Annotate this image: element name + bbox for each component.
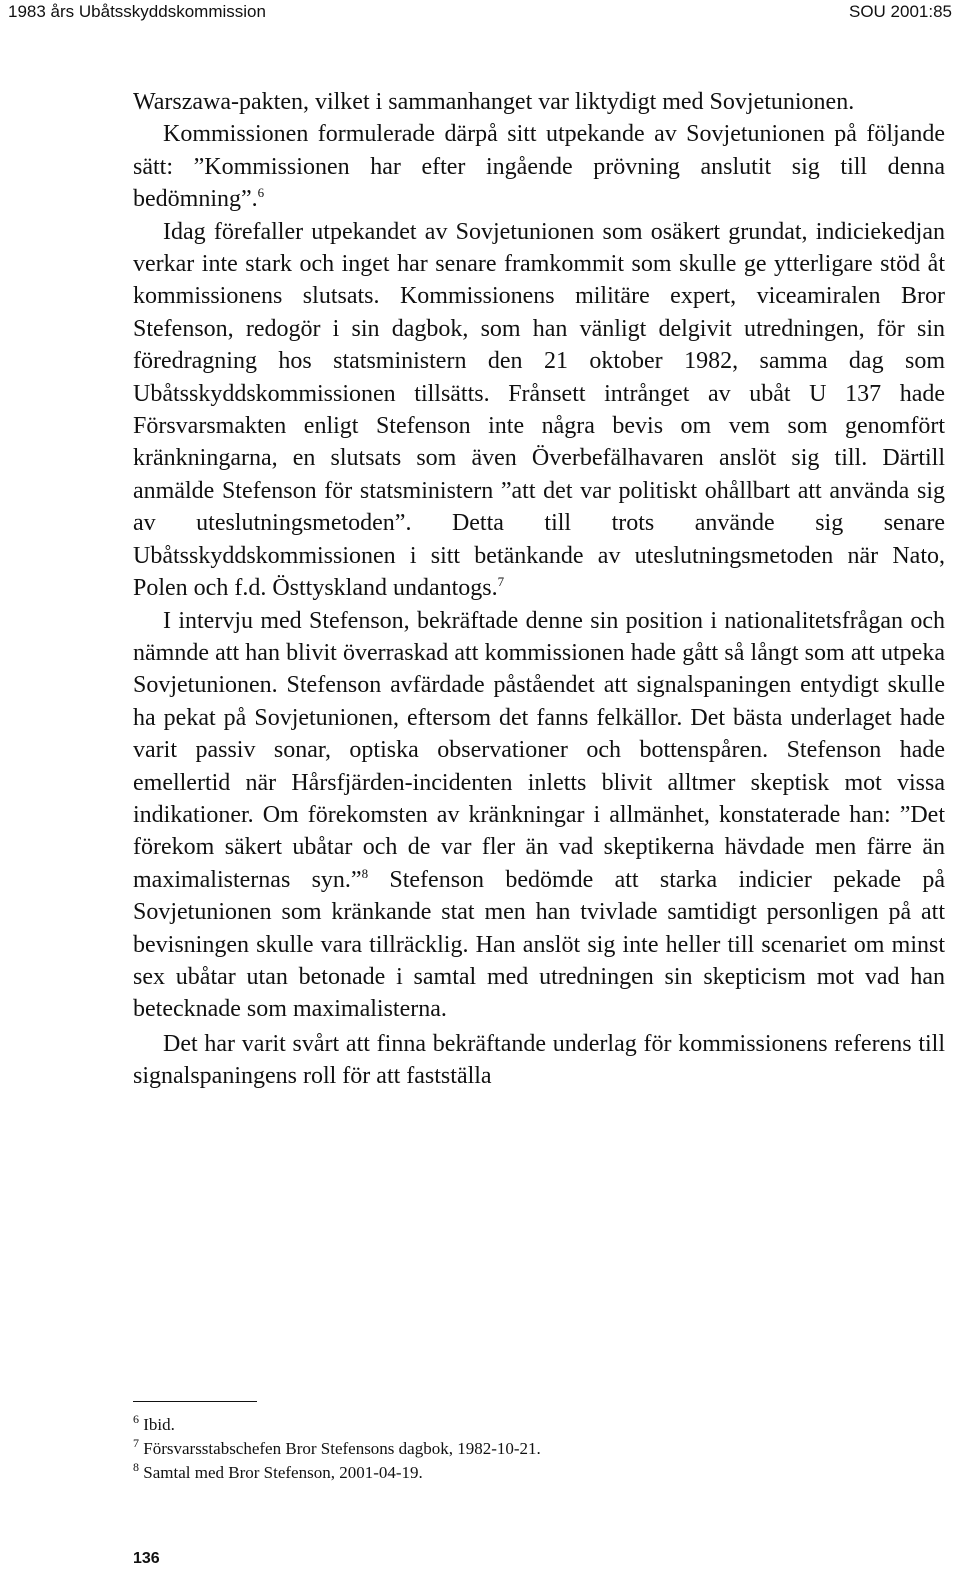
header-report-number: SOU 2001:85 [848,2,952,21]
paragraph-3 [133,216,945,605]
paragraph-5 [133,1028,945,1093]
paragraph-2 [133,118,945,215]
footnote-divider [133,1401,257,1402]
paragraph-4-text-a: I intervju med Stefenson, bekräftade denne sin position i nationalitetsfrågan och nämnde att han blivit överraskad att kommissionen hade gått så långt som att utpeka Sovjetunionen. Stefenson avfärdade påståendet att signalspaningen entydigt skulle ha pekat på Sovjetunionen, eftersom det fanns felkällor. Det bästa underlaget hade varit passiv sonar, optiska observationer och bottenspåren. Stefenson hade emellertid när Hårsfjärden-incidenten inletts blivit alltmer skeptisk mot vissa indikationer. Om förekomsten av kränkningar i allmänhet, konstaterade han: ”Det förekom säkert ubåtar och de var fler än vad skeptikerna hävdade men färre än maximalisternas syn.” [133,607,945,893]
paragraph-5-text: Det har varit svårt att finna bekräftande underlag för kommissionens referens till signalspaningens roll för att fastställa [133,1030,945,1090]
paragraph-3-text: Idag förefaller utpekandet av Sovjetunionen som osäkert grundat, indiciekedjan verkar inte stark och inget har senare framkommit som skulle ge ytterligare stöd åt kommissionens slutsats. Kommissionens militäre expert, viceamiralen Bror Stefenson, redogör i sin dagbok, som han vänligt delgivit utredningen, för sin föredragning hos statsministern den 21 oktober 1982, samma dag som Ubåtsskyddskommissionen tillsätts. Frånsett intrånget av ubåt U 137 hade Försvarsmakten enligt Stefenson inte några bevis om vem som genomfört kränkningarna, en slutsats som även Överbefälhavaren anslöt sig till. Därtill anmälde Stefenson för statsministern ”att det var politiskt ohållbart att använda sig av uteslutningsmetoden”. Detta till trots använde sig senare Ubåtsskyddskommissionen i sitt betänkande av uteslutningsmetoden när Nato, Polen och f.d. Östtyskland undantogs. [133,218,945,602]
footnote-8 [133,1461,933,1485]
footnote-ref-7[interactable]: 7 [497,574,505,590]
footnote-6 [133,1413,933,1437]
footnote-number: 7 [133,1436,139,1450]
running-header [8,0,952,28]
paragraph-2-text: Kommissionen formulerade därpå sitt utpekande av Sovjetunionen på följande sätt: ”Kommissionen har efter ingående prövning anslutit sig till denna bedömning”. [133,121,945,213]
header-title: 1983 års Ubåtsskyddskommission [8,2,266,21]
footnote-7 [133,1437,933,1461]
footnote-ref-8[interactable]: 8 [361,865,369,881]
footnote-text: Ibid. [143,1415,175,1434]
paragraph-1 [133,86,945,118]
footnotes [133,1413,933,1485]
paragraph-4-text-b: Stefenson bedömde att starka indicier pekade på Sovjetunionen som kränkande stat men han tvivlade samtidigt personligen på att bevisningen skulle vara tillräcklig. Han anslöt sig inte heller till scenariet om minst sex ubåtar utan betonade i samtal med utredningen sin skepticism mot vad han betecknade som maximalisterna. [133,866,946,1023]
paragraph-4 [133,605,945,1026]
footnote-number: 8 [133,1460,139,1474]
footnote-text: Försvarsstabschefen Bror Stefensons dagbok, 1982-10-21. [143,1439,541,1458]
footnote-ref-6[interactable]: 6 [257,185,265,201]
footnote-number: 6 [133,1412,139,1426]
body-text [133,86,945,1093]
footnote-text: Samtal med Bror Stefenson, 2001-04-19. [143,1463,423,1482]
paragraph-1-text: Warszawa-pakten, vilket i sammanhanget var liktydigt med Sovjetunionen. [133,89,855,115]
page-number: 136 [133,1550,160,1567]
